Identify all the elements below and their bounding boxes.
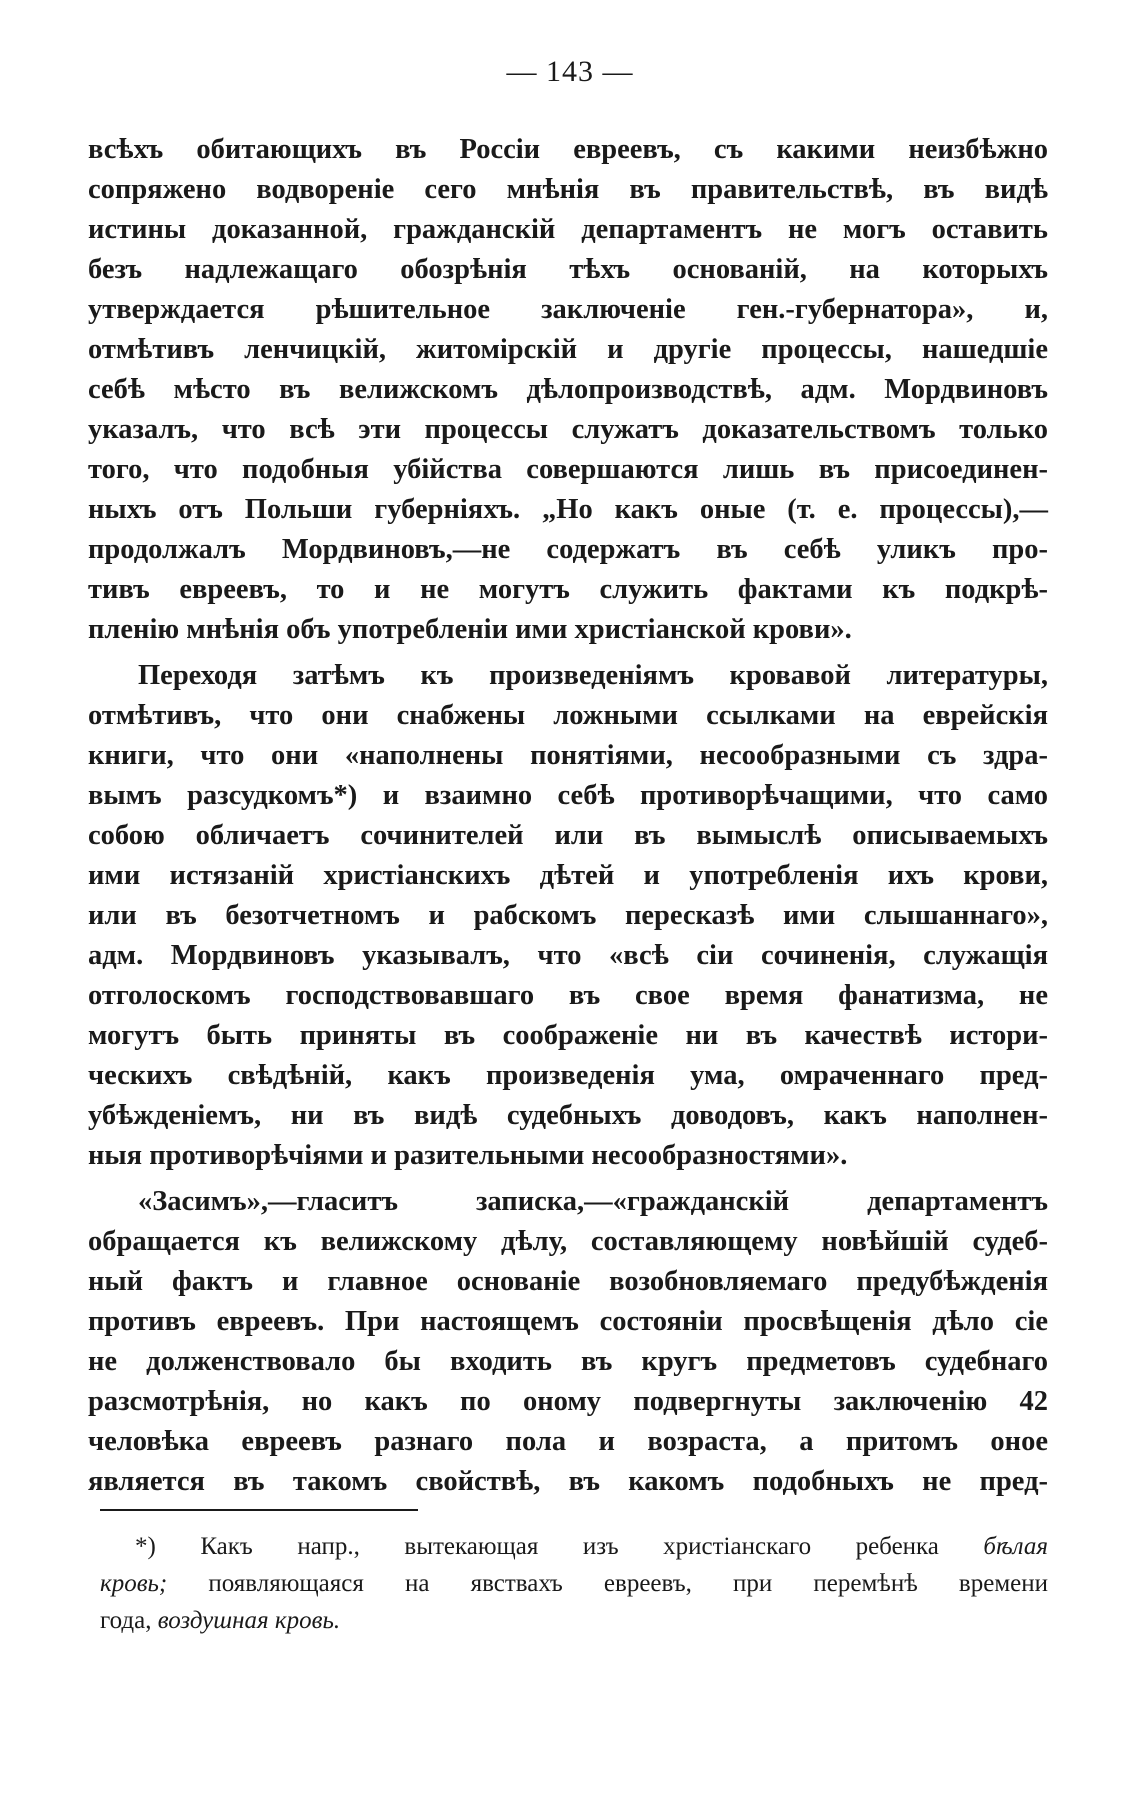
footnote-line: [100, 1602, 1048, 1639]
text-line: разсмотрѣнія, но какъ по оному подвергнуты заключенію 42: [88, 1386, 1048, 1417]
text-line: утверждается рѣшительное заключеніе ген.-губернатора», и,: [88, 294, 1048, 325]
text-line: тивъ евреевъ, то и не могутъ служить фактами къ подкрѣ-: [88, 574, 1048, 605]
text-line: пленію мнѣнія объ употребленіи ими христіанской крови».: [88, 614, 852, 645]
text-line: сопряжено водвореніе сего мнѣнія въ правительствѣ, въ видѣ: [88, 174, 1048, 205]
text-line: себѣ мѣсто въ велижскомъ дѣлопроизводствѣ, адм. Мордвиновъ: [88, 374, 1048, 405]
text-line: того, что подобныя убійства совершаются лишь въ присоединен-: [88, 454, 1048, 485]
text-line: ими истязаній христіанскихъ дѣтей и употребленія ихъ крови,: [88, 860, 1048, 891]
text-line: могутъ быть приняты въ соображеніе ни въ качествѣ истори-: [88, 1020, 1048, 1051]
text-line: всѣхъ обитающихъ въ Россіи евреевъ, съ какими неизбѣжно: [88, 134, 1048, 165]
text-line: отмѣтивъ ленчицкій, житомірскій и другіе процессы, нашедшіе: [88, 334, 1048, 365]
footnote-text: *) Какъ напр., вытекающая изъ христіанскаго ребенка: [135, 1533, 984, 1560]
text-line: Переходя затѣмъ къ произведеніямъ кровавой литературы,: [138, 660, 1048, 691]
text-line: безъ надлежащаго обозрѣнія тѣхъ основаній, на которыхъ: [88, 254, 1048, 285]
footnote: [100, 1528, 1048, 1639]
text-line: обращается къ велижскому дѣлу, составляющему новѣйшій судеб-: [88, 1226, 1048, 1257]
text-line: или въ безотчетномъ и рабскомъ пересказѣ ими слышаннаго»,: [88, 900, 1048, 931]
text-line: указалъ, что всѣ эти процессы служатъ доказательствомъ только: [88, 414, 1048, 445]
footnote-line: [100, 1528, 1048, 1565]
footnote-line: [100, 1565, 1048, 1602]
text-line: не долженствовало бы входить въ кругъ предметовъ судебнаго: [88, 1346, 1048, 1377]
footnote-italic-text: кровь;: [100, 1570, 168, 1597]
text-line: истины доказанной, гражданскій департаментъ не могъ оставить: [88, 214, 1048, 245]
text-line: является въ такомъ свойствѣ, въ какомъ подобныхъ не пред-: [88, 1466, 1048, 1497]
text-line: ческихъ свѣдѣній, какъ произведенія ума, омраченнаго пред-: [88, 1060, 1048, 1091]
footnote-separator: [100, 1509, 418, 1511]
text-line: противъ евреевъ. При настоящемъ состояніи просвѣщенія дѣло сіе: [88, 1306, 1048, 1337]
text-line: отголоскомъ господствовавшаго въ свое время фанатизма, не: [88, 980, 1048, 1011]
text-line: продолжалъ Мордвиновъ,—не содержатъ въ себѣ уликъ про-: [88, 534, 1048, 565]
text-line: ныя противорѣчіями и разительными несообразностями».: [88, 1140, 848, 1171]
footnote-italic-text: воздушная кровь.: [157, 1607, 341, 1634]
page-number: — 143 —: [506, 55, 634, 88]
text-line: ный фактъ и главное основаніе возобновляемаго предубѣжденія: [88, 1266, 1048, 1297]
text-line: книги, что они «наполнены понятіями, несообразными съ здра-: [88, 740, 1048, 771]
text-line: «Засимъ»,—гласитъ записка,—«гражданскій департаментъ: [138, 1186, 1048, 1217]
text-line: вымъ разсудкомъ*) и взаимно себѣ противорѣчащими, что само: [88, 780, 1048, 811]
text-line: ныхъ отъ Польши губерніяхъ. „Но какъ оные (т. е. процессы),—: [88, 494, 1048, 525]
text-line: адм. Мордвиновъ указывалъ, что «всѣ сіи сочиненія, служащія: [88, 940, 1048, 971]
footnote-text: появляющаяся на явствахъ евреевъ, при перемѣнѣ времени: [167, 1570, 1048, 1597]
text-line: человѣка евреевъ разнаго пола и возраста, а притомъ оное: [88, 1426, 1048, 1457]
footnote-text: года,: [100, 1607, 158, 1634]
body-text: [88, 130, 1048, 1502]
footnote-italic-text: бѣлая: [983, 1533, 1048, 1560]
text-line: отмѣтивъ, что они снабжены ложными ссылками на еврейскія: [88, 700, 1048, 731]
text-line: собою обличаетъ сочинителей или въ вымыслѣ описываемыхъ: [88, 820, 1048, 851]
text-line: убѣжденіемъ, ни въ видѣ судебныхъ доводовъ, какъ наполнен-: [88, 1100, 1048, 1131]
